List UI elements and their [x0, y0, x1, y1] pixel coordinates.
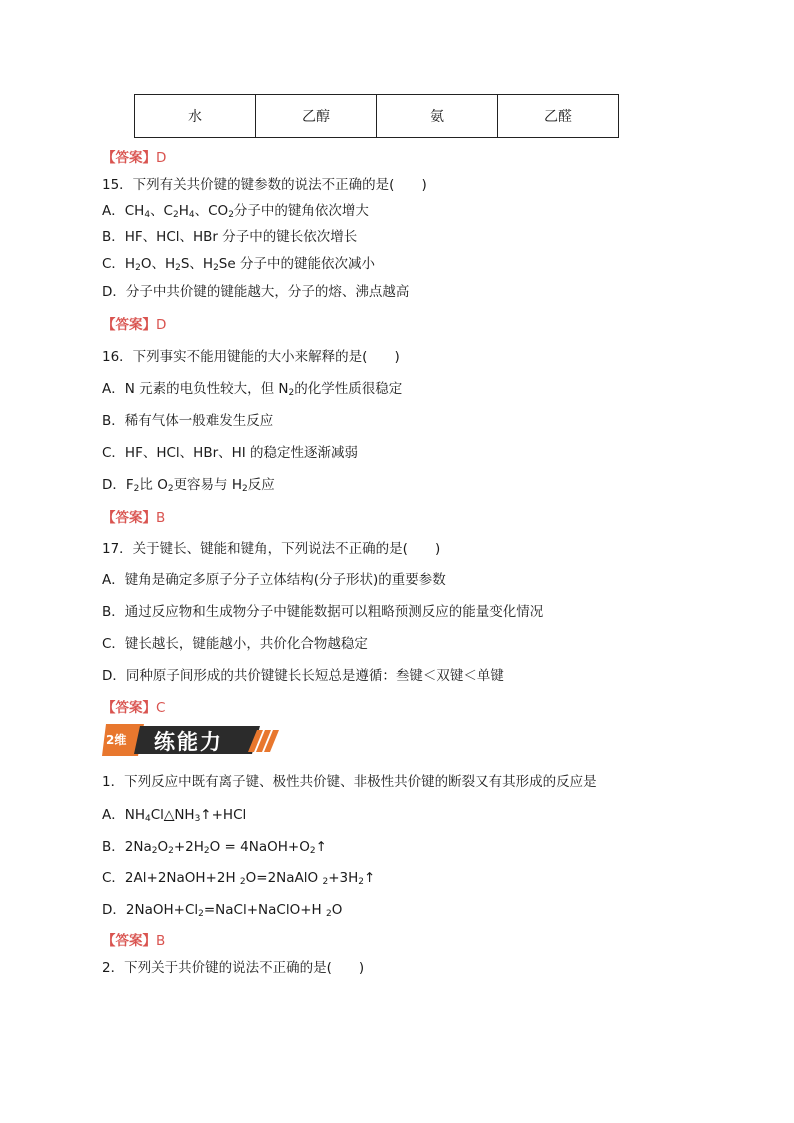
answer-value: B — [156, 510, 166, 526]
p1-option-b: B．$2Na_2O_2+2H_2O$ = $4NaOH+O_2↑$ — [102, 839, 327, 856]
q15-option-d: D．分子中共价键的键能越大，分子的熔、沸点越高 — [102, 284, 410, 300]
q16-option-d: D．$F_2$比 $O_2$更容易与 $H_2$反应 — [102, 477, 275, 494]
p1-option-d: D．$2NaOH+Cl_2=NaCl+NaClO+H$ $_2$O — [102, 902, 343, 919]
substance-table — [134, 94, 619, 138]
section-badge: 2维 — [106, 733, 127, 747]
table-cell: 氨 — [377, 95, 498, 138]
q17-option-d: D．同种原子间形成的共价键键长长短总是遵循：叁键＜双键＜单键 — [102, 668, 504, 684]
q17-option-a: A．键角是确定多原子分子立体结构(分子形状)的重要参数 — [102, 572, 446, 588]
answer-17 — [102, 696, 165, 716]
question-15-stem: 15．下列有关共价键的键参数的说法不正确的是( ) — [102, 177, 427, 193]
table-cell: 水 — [135, 95, 256, 138]
question-17-stem: 17．关于键长、键能和键角，下列说法不正确的是( ) — [102, 541, 441, 557]
answer-value: B — [156, 933, 166, 949]
q15-option-b: B．HF、HCl、HBr 分子中的键长依次增长 — [102, 229, 358, 245]
section-banner — [102, 722, 282, 758]
answer-label: 【答案】 — [102, 317, 156, 333]
q17-option-c: C．键长越长，键能越小，共价化合物越稳定 — [102, 636, 368, 652]
q15-option-a: A．$CH_4$、$C_2H_4$、$CO_2$分子中的键角依次增大 — [102, 203, 369, 220]
practice-1-stem: 1．下列反应中既有离子键、极性共价键、非极性共价键的断裂又有其形成的反应是 — [102, 774, 597, 790]
p1-option-a: A．$NH_4Cl\triangle NH_3↑+HCl$ — [102, 807, 247, 824]
q17-option-b: B．通过反应物和生成物分子中键能数据可以粗略预测反应的能量变化情况 — [102, 604, 544, 620]
section-title: 练能力 — [154, 730, 223, 754]
answer-16 — [102, 506, 165, 526]
answer-label: 【答案】 — [102, 700, 156, 716]
q16-option-a: A．N 元素的电负性较大，但 $N_2$的化学性质很稳定 — [102, 381, 403, 398]
table-cell: 乙醇 — [256, 95, 377, 138]
answer-label: 【答案】 — [102, 150, 156, 166]
question-16-stem: 16．下列事实不能用键能的大小来解释的是( ) — [102, 349, 400, 365]
answer-14 — [102, 146, 166, 166]
answer-value: D — [156, 150, 167, 166]
answer-p1 — [102, 929, 165, 949]
answer-label: 【答案】 — [102, 933, 156, 949]
q16-option-c: C．HF、HCl、HBr、HI 的稳定性逐渐减弱 — [102, 445, 359, 461]
table-row — [135, 95, 619, 138]
p1-option-c: C．2Al+2NaOH+2H $_2$O=2NaAlO $_2+3H_2↑$ — [102, 870, 376, 887]
practice-2-stem: 2．下列关于共价键的说法不正确的是( ) — [102, 960, 365, 976]
heat-symbol: △ — [163, 807, 175, 823]
q15-option-c: C．$H_2O$、$H_2S$、$H_2Se$ 分子中的键能依次减小 — [102, 256, 375, 273]
answer-value: D — [156, 317, 167, 333]
answer-15 — [102, 313, 166, 333]
q16-option-b: B．稀有气体一般难发生反应 — [102, 413, 274, 429]
answer-label: 【答案】 — [102, 510, 156, 526]
table-cell: 乙醛 — [498, 95, 619, 138]
answer-value: C — [156, 700, 166, 716]
